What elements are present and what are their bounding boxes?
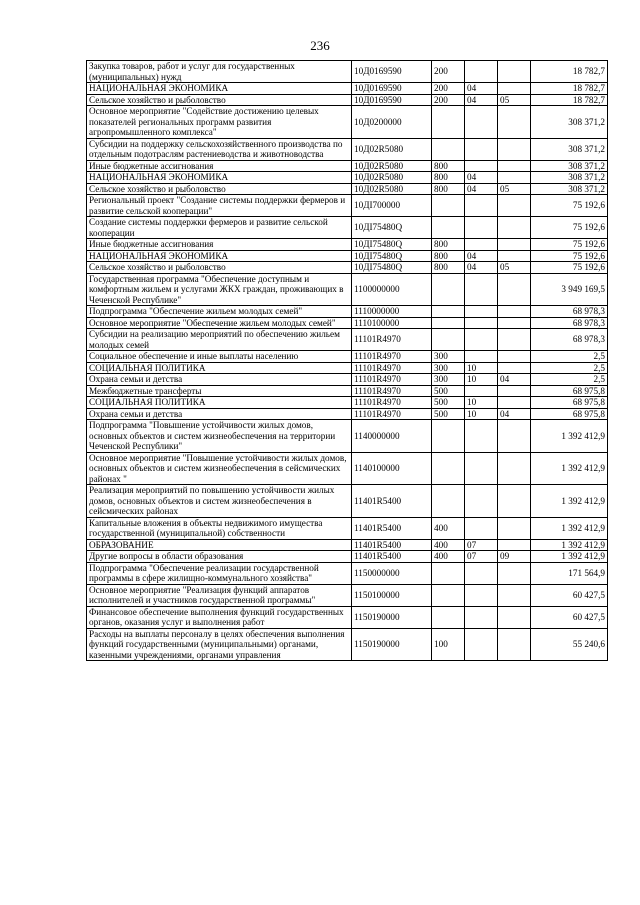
table-row bbox=[87, 262, 608, 274]
row-code: 1110100000 bbox=[352, 317, 432, 329]
row-code: 1140000000 bbox=[352, 420, 432, 453]
row-expense-type: 400 bbox=[432, 517, 465, 539]
table-row bbox=[87, 397, 608, 409]
row-name: Финансовое обеспечение выполнения функций государственных органов, оказания услуг и выполнения работ bbox=[87, 606, 352, 628]
row-amount: 1 392 412,9 bbox=[531, 539, 608, 551]
row-code: 10ДI75480Q bbox=[352, 217, 432, 239]
row-expense-type: 300 bbox=[432, 362, 465, 374]
row-subsection bbox=[498, 452, 531, 485]
row-subsection bbox=[498, 217, 531, 239]
row-section bbox=[465, 385, 498, 397]
row-code: 1150000000 bbox=[352, 562, 432, 584]
row-section: 04 bbox=[465, 250, 498, 262]
row-code: 1110000000 bbox=[352, 306, 432, 318]
table-row bbox=[87, 408, 608, 420]
row-section bbox=[465, 562, 498, 584]
row-code: 10Д0169590 bbox=[352, 61, 432, 83]
table-row bbox=[87, 94, 608, 106]
row-code: 11101R4970 bbox=[352, 397, 432, 409]
row-subsection: 04 bbox=[498, 374, 531, 386]
table-row bbox=[87, 61, 608, 83]
row-expense-type: 800 bbox=[432, 250, 465, 262]
row-name: НАЦИОНАЛЬНАЯ ЭКОНОМИКА bbox=[87, 83, 352, 95]
table-row bbox=[87, 584, 608, 606]
row-expense-type bbox=[432, 485, 465, 518]
row-subsection bbox=[498, 172, 531, 184]
row-expense-type: 200 bbox=[432, 94, 465, 106]
row-amount: 68 975,8 bbox=[531, 397, 608, 409]
table-row bbox=[87, 250, 608, 262]
row-amount: 1 392 412,9 bbox=[531, 485, 608, 518]
row-code: 10Д02R5080 bbox=[352, 183, 432, 195]
row-subsection bbox=[498, 106, 531, 139]
row-name: СОЦИАЛЬНАЯ ПОЛИТИКА bbox=[87, 362, 352, 374]
row-expense-type bbox=[432, 106, 465, 139]
row-expense-type: 300 bbox=[432, 374, 465, 386]
table-row bbox=[87, 562, 608, 584]
row-amount: 308 371,2 bbox=[531, 172, 608, 184]
row-expense-type bbox=[432, 217, 465, 239]
row-section: 10 bbox=[465, 374, 498, 386]
row-name: Основное мероприятие "Содействие достижению целевых показателей региональных программ развития агропромышленного комплекса" bbox=[87, 106, 352, 139]
row-amount: 1 392 412,9 bbox=[531, 420, 608, 453]
row-amount: 308 371,2 bbox=[531, 160, 608, 172]
row-code: 10Д0169590 bbox=[352, 94, 432, 106]
row-code: 11401R5400 bbox=[352, 517, 432, 539]
row-name: Государственная программа "Обеспечение доступным и комфортным жильем и услугами ЖКХ граждан, проживающих в Чеченской Республике" bbox=[87, 273, 352, 306]
row-section bbox=[465, 239, 498, 251]
row-amount: 1 392 412,9 bbox=[531, 452, 608, 485]
row-amount: 2,5 bbox=[531, 362, 608, 374]
table-row bbox=[87, 628, 608, 661]
table-row bbox=[87, 329, 608, 351]
row-amount: 3 949 169,5 bbox=[531, 273, 608, 306]
row-name: Субсидии на реализацию мероприятий по обеспечению жильем молодых семей bbox=[87, 329, 352, 351]
row-section bbox=[465, 138, 498, 160]
row-section: 04 bbox=[465, 94, 498, 106]
row-name: Сельское хозяйство и рыболовство bbox=[87, 262, 352, 274]
table-row bbox=[87, 606, 608, 628]
table-row bbox=[87, 273, 608, 306]
row-subsection bbox=[498, 539, 531, 551]
row-section bbox=[465, 61, 498, 83]
row-subsection: 05 bbox=[498, 183, 531, 195]
row-expense-type: 800 bbox=[432, 262, 465, 274]
row-name: Субсидии на поддержку сельскохозяйственного производства по отдельным подотраслям растениеводства и животноводства bbox=[87, 138, 352, 160]
row-name: Основное мероприятие "Повышение устойчивости жилых домов, основных объектов и систем жизнеобеспечения в сейсмических районах " bbox=[87, 452, 352, 485]
row-expense-type: 500 bbox=[432, 408, 465, 420]
budget-table bbox=[86, 60, 608, 661]
table-row bbox=[87, 183, 608, 195]
row-section bbox=[465, 195, 498, 217]
row-expense-type: 800 bbox=[432, 239, 465, 251]
row-subsection bbox=[498, 317, 531, 329]
table-row bbox=[87, 374, 608, 386]
row-name: Создание системы поддержки фермеров и развитие сельской кооперации bbox=[87, 217, 352, 239]
row-section bbox=[465, 628, 498, 661]
row-section bbox=[465, 329, 498, 351]
row-subsection bbox=[498, 397, 531, 409]
row-subsection bbox=[498, 195, 531, 217]
row-expense-type: 800 bbox=[432, 183, 465, 195]
row-code: 11401R5400 bbox=[352, 551, 432, 563]
row-name: Закупка товаров, работ и услуг для государственных (муниципальных) нужд bbox=[87, 61, 352, 83]
row-expense-type bbox=[432, 306, 465, 318]
table-row bbox=[87, 106, 608, 139]
row-amount: 308 371,2 bbox=[531, 183, 608, 195]
row-code: 1150190000 bbox=[352, 628, 432, 661]
row-subsection bbox=[498, 628, 531, 661]
row-amount: 75 192,6 bbox=[531, 239, 608, 251]
row-name: Капитальные вложения в объекты недвижимого имущества государственной (муниципальной) собственности bbox=[87, 517, 352, 539]
row-section: 04 bbox=[465, 262, 498, 274]
row-code: 11101R4970 bbox=[352, 408, 432, 420]
row-amount: 68 978,3 bbox=[531, 306, 608, 318]
row-section: 07 bbox=[465, 539, 498, 551]
table-row bbox=[87, 485, 608, 518]
table-row bbox=[87, 551, 608, 563]
row-name: Охрана семьи и детства bbox=[87, 408, 352, 420]
row-subsection bbox=[498, 584, 531, 606]
row-name: Подпрограмма "Повышение устойчивости жилых домов, основных объектов и систем жизнеобеспечения на территории Чеченской Республики" bbox=[87, 420, 352, 453]
row-section: 10 bbox=[465, 362, 498, 374]
row-section bbox=[465, 160, 498, 172]
row-subsection bbox=[498, 160, 531, 172]
row-amount: 60 427,5 bbox=[531, 584, 608, 606]
table-row bbox=[87, 351, 608, 363]
row-code: 1150100000 bbox=[352, 584, 432, 606]
budget-table-body bbox=[87, 61, 608, 661]
row-section: 04 bbox=[465, 172, 498, 184]
table-row bbox=[87, 452, 608, 485]
row-amount: 2,5 bbox=[531, 374, 608, 386]
row-expense-type: 500 bbox=[432, 397, 465, 409]
row-expense-type bbox=[432, 195, 465, 217]
row-section: 10 bbox=[465, 397, 498, 409]
row-code: 11101R4970 bbox=[352, 351, 432, 363]
row-subsection bbox=[498, 485, 531, 518]
row-section bbox=[465, 452, 498, 485]
row-name: Сельское хозяйство и рыболовство bbox=[87, 94, 352, 106]
row-section: 04 bbox=[465, 83, 498, 95]
row-section bbox=[465, 106, 498, 139]
row-code: 10Д02R5080 bbox=[352, 138, 432, 160]
row-section bbox=[465, 351, 498, 363]
table-row bbox=[87, 362, 608, 374]
table-row bbox=[87, 172, 608, 184]
row-name: Региональный проект "Создание системы поддержки фермеров и развитие сельской кооперации" bbox=[87, 195, 352, 217]
row-code: 10ДI75480Q bbox=[352, 239, 432, 251]
row-code: 11401R5400 bbox=[352, 485, 432, 518]
row-name: Межбюджетные трансферты bbox=[87, 385, 352, 397]
row-amount: 308 371,2 bbox=[531, 106, 608, 139]
row-section: 07 bbox=[465, 551, 498, 563]
table-row bbox=[87, 195, 608, 217]
row-code: 11401R5400 bbox=[352, 539, 432, 551]
row-name: Иные бюджетные ассигнования bbox=[87, 160, 352, 172]
row-section bbox=[465, 317, 498, 329]
row-code: 10Д0200000 bbox=[352, 106, 432, 139]
row-expense-type: 400 bbox=[432, 551, 465, 563]
table-row bbox=[87, 83, 608, 95]
row-name: Подпрограмма "Обеспечение реализации государственной программы в сфере жилищно-коммунального хозяйства" bbox=[87, 562, 352, 584]
row-expense-type bbox=[432, 584, 465, 606]
row-expense-type: 800 bbox=[432, 172, 465, 184]
row-name: Реализация мероприятий по повышению устойчивости жилых домов, основных объектов и систем жизнеобеспечения в сейсмических районах bbox=[87, 485, 352, 518]
row-expense-type bbox=[432, 329, 465, 351]
row-name: Социальное обеспечение и иные выплаты населению bbox=[87, 351, 352, 363]
row-amount: 2,5 bbox=[531, 351, 608, 363]
row-name: Основное мероприятие "Обеспечение жильем молодых семей" bbox=[87, 317, 352, 329]
row-subsection bbox=[498, 138, 531, 160]
row-section bbox=[465, 306, 498, 318]
table-row bbox=[87, 317, 608, 329]
row-code: 1150190000 bbox=[352, 606, 432, 628]
table-row bbox=[87, 160, 608, 172]
row-amount: 75 192,6 bbox=[531, 217, 608, 239]
row-section: 10 bbox=[465, 408, 498, 420]
row-code: 10ДI75480Q bbox=[352, 250, 432, 262]
row-expense-type bbox=[432, 420, 465, 453]
row-code: 10Д02R5080 bbox=[352, 160, 432, 172]
row-subsection bbox=[498, 606, 531, 628]
row-amount: 18 782,7 bbox=[531, 61, 608, 83]
row-expense-type: 400 bbox=[432, 539, 465, 551]
row-name: Подпрограмма "Обеспечение жильем молодых семей" bbox=[87, 306, 352, 318]
row-subsection bbox=[498, 329, 531, 351]
row-code: 1140100000 bbox=[352, 452, 432, 485]
row-amount: 18 782,7 bbox=[531, 83, 608, 95]
row-section bbox=[465, 217, 498, 239]
row-subsection bbox=[498, 517, 531, 539]
row-expense-type bbox=[432, 452, 465, 485]
table-row bbox=[87, 138, 608, 160]
row-subsection bbox=[498, 239, 531, 251]
row-amount: 75 192,6 bbox=[531, 250, 608, 262]
row-subsection bbox=[498, 306, 531, 318]
row-subsection: 09 bbox=[498, 551, 531, 563]
row-section: 04 bbox=[465, 183, 498, 195]
row-amount: 68 978,3 bbox=[531, 317, 608, 329]
row-subsection bbox=[498, 250, 531, 262]
table-row bbox=[87, 420, 608, 453]
table-row bbox=[87, 239, 608, 251]
table-row bbox=[87, 517, 608, 539]
row-amount: 75 192,6 bbox=[531, 195, 608, 217]
row-expense-type: 300 bbox=[432, 351, 465, 363]
row-subsection bbox=[498, 562, 531, 584]
row-amount: 1 392 412,9 bbox=[531, 517, 608, 539]
row-subsection bbox=[498, 420, 531, 453]
row-amount: 171 564,9 bbox=[531, 562, 608, 584]
row-amount: 18 782,7 bbox=[531, 94, 608, 106]
row-code: 10Д02R5080 bbox=[352, 172, 432, 184]
row-amount: 75 192,6 bbox=[531, 262, 608, 274]
row-code: 11101R4970 bbox=[352, 374, 432, 386]
row-amount: 68 975,8 bbox=[531, 385, 608, 397]
row-expense-type: 800 bbox=[432, 160, 465, 172]
row-subsection: 04 bbox=[498, 408, 531, 420]
row-subsection bbox=[498, 83, 531, 95]
row-code: 1100000000 bbox=[352, 273, 432, 306]
row-subsection: 05 bbox=[498, 94, 531, 106]
page-number: 236 bbox=[310, 38, 330, 53]
row-section bbox=[465, 584, 498, 606]
table-row bbox=[87, 539, 608, 551]
table-row bbox=[87, 306, 608, 318]
row-code: 10Д0169590 bbox=[352, 83, 432, 95]
row-amount: 60 427,5 bbox=[531, 606, 608, 628]
table-row bbox=[87, 385, 608, 397]
row-subsection bbox=[498, 351, 531, 363]
row-subsection: 05 bbox=[498, 262, 531, 274]
row-amount: 1 392 412,9 bbox=[531, 551, 608, 563]
row-name: Сельское хозяйство и рыболовство bbox=[87, 183, 352, 195]
row-section bbox=[465, 420, 498, 453]
row-subsection bbox=[498, 273, 531, 306]
row-amount: 68 975,8 bbox=[531, 408, 608, 420]
row-name: Иные бюджетные ассигнования bbox=[87, 239, 352, 251]
row-subsection bbox=[498, 61, 531, 83]
row-expense-type bbox=[432, 606, 465, 628]
row-code: 11101R4970 bbox=[352, 385, 432, 397]
row-expense-type bbox=[432, 273, 465, 306]
row-name: НАЦИОНАЛЬНАЯ ЭКОНОМИКА bbox=[87, 172, 352, 184]
row-code: 11101R4970 bbox=[352, 362, 432, 374]
row-name: НАЦИОНАЛЬНАЯ ЭКОНОМИКА bbox=[87, 250, 352, 262]
row-name: ОБРАЗОВАНИЕ bbox=[87, 539, 352, 551]
row-name: СОЦИАЛЬНАЯ ПОЛИТИКА bbox=[87, 397, 352, 409]
row-amount: 55 240,6 bbox=[531, 628, 608, 661]
row-name: Другие вопросы в области образования bbox=[87, 551, 352, 563]
row-subsection bbox=[498, 385, 531, 397]
row-expense-type bbox=[432, 138, 465, 160]
row-amount: 68 978,3 bbox=[531, 329, 608, 351]
row-expense-type: 100 bbox=[432, 628, 465, 661]
row-section bbox=[465, 517, 498, 539]
row-amount: 308 371,2 bbox=[531, 138, 608, 160]
row-name: Расходы на выплаты персоналу в целях обеспечения выполнения функций государственными (муниципальными) органами, казенными учреждениями, органами управления bbox=[87, 628, 352, 661]
row-expense-type: 200 bbox=[432, 83, 465, 95]
row-code: 10ДI75480Q bbox=[352, 262, 432, 274]
row-expense-type bbox=[432, 562, 465, 584]
row-code: 11101R4970 bbox=[352, 329, 432, 351]
row-subsection bbox=[498, 362, 531, 374]
row-expense-type: 500 bbox=[432, 385, 465, 397]
row-name: Основное мероприятие "Реализация функций аппаратов исполнителей и участников государственной программы" bbox=[87, 584, 352, 606]
row-expense-type bbox=[432, 317, 465, 329]
row-section bbox=[465, 485, 498, 518]
row-expense-type: 200 bbox=[432, 61, 465, 83]
row-name: Охрана семьи и детства bbox=[87, 374, 352, 386]
row-code: 10ДI700000 bbox=[352, 195, 432, 217]
table-row bbox=[87, 217, 608, 239]
row-section bbox=[465, 606, 498, 628]
row-section bbox=[465, 273, 498, 306]
